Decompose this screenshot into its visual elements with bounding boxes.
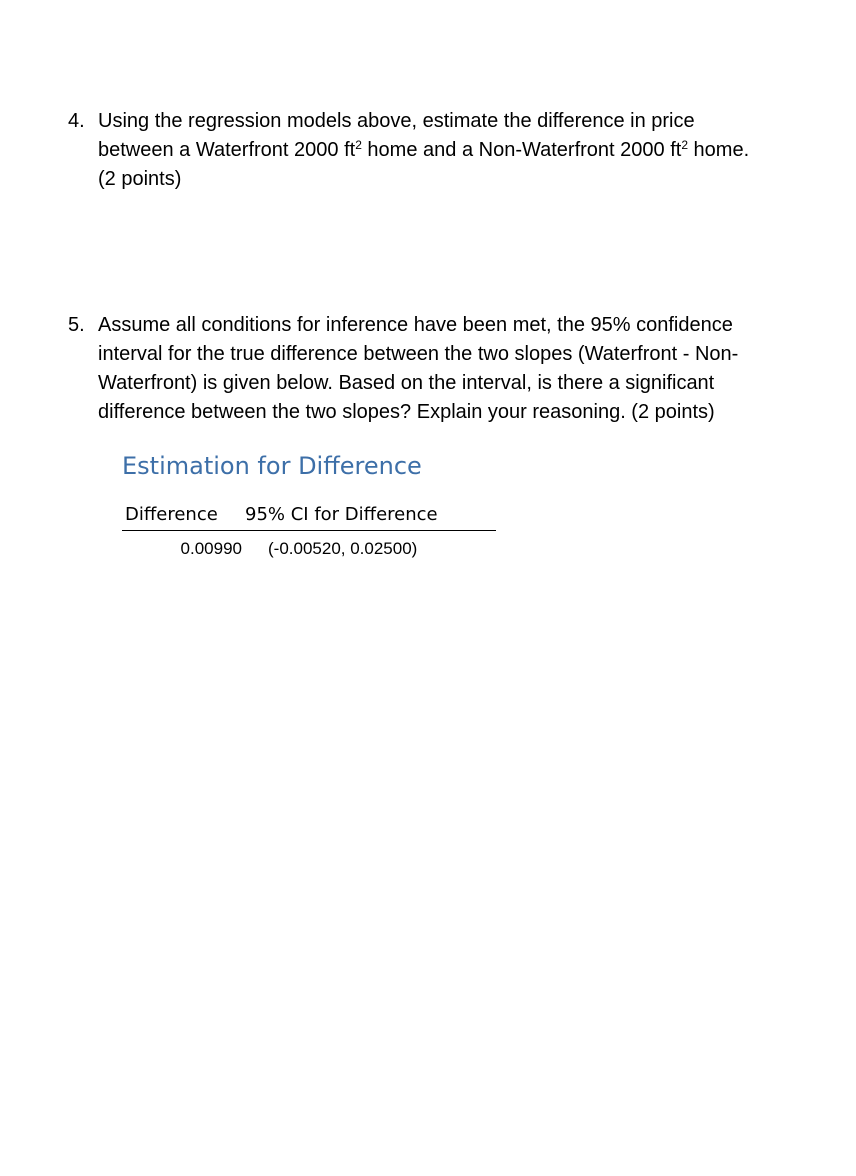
question-number: 4. — [68, 110, 85, 132]
question-number: 5. — [68, 314, 85, 336]
column-header-ci: 95% CI for Difference — [245, 504, 438, 525]
question-line: (2 points) — [98, 168, 182, 190]
column-header-difference: Difference — [125, 504, 218, 525]
text-segment: home. — [688, 139, 750, 161]
text-segment: home and a Non-Waterfront 2000 ft — [361, 139, 682, 161]
question-line: interval for the true difference between the two slopes (Waterfront - Non- — [98, 343, 739, 365]
question-line: Waterfront) is given below. Based on the interval, is there a significant — [98, 372, 715, 394]
question-text — [98, 311, 828, 427]
cell-difference: 0.00990 — [180, 539, 242, 558]
estimation-title: Estimation for Difference — [122, 452, 422, 480]
question-line: Assume all conditions for inference have been met, the 95% confidence — [98, 314, 733, 336]
estimation-table — [122, 504, 496, 559]
question-5 — [68, 311, 828, 427]
question-line: Using the regression models above, estimate the difference in price — [98, 110, 695, 132]
question-line — [98, 136, 828, 165]
cell-ci: (-0.00520, 0.02500) — [268, 539, 418, 558]
question-line: difference between the two slopes? Explain your reasoning. (2 points) — [98, 401, 715, 423]
question-text — [98, 107, 828, 194]
table-header-row — [122, 504, 496, 531]
question-4 — [68, 107, 828, 194]
text-segment: between a Waterfront 2000 ft — [98, 139, 356, 161]
table-row — [122, 531, 496, 559]
superscript: 2 — [681, 138, 688, 152]
superscript: 2 — [355, 138, 362, 152]
